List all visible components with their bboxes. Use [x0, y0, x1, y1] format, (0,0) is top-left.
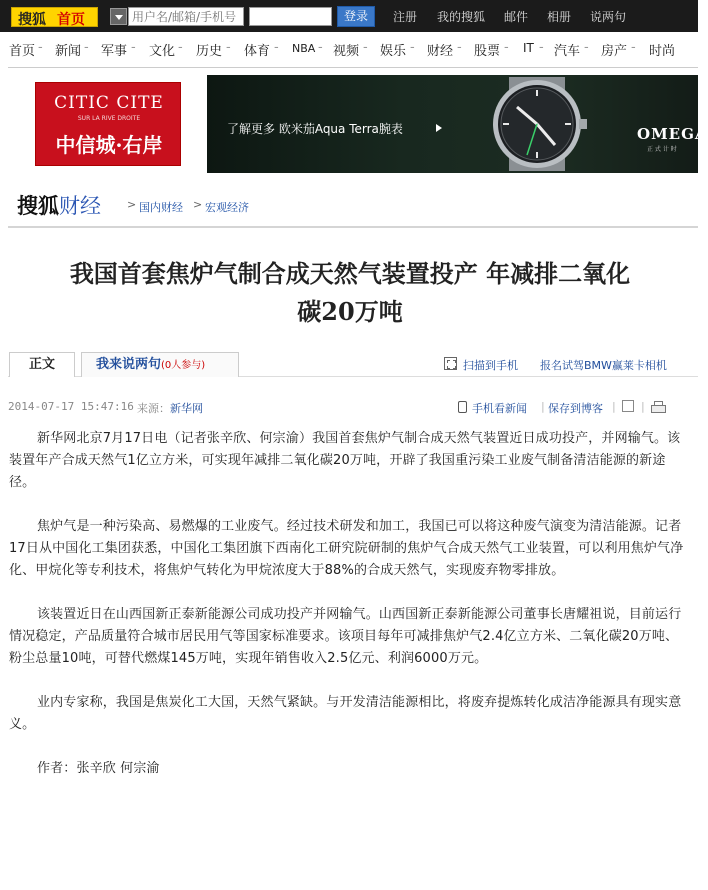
nav-culture[interactable]: 文化: [149, 44, 176, 59]
nav-separator: -: [274, 40, 279, 55]
nav-finance[interactable]: 财经: [427, 44, 454, 59]
nav-separator: -: [410, 40, 415, 55]
nav-separator: -: [318, 40, 323, 55]
nav-history[interactable]: 历史: [196, 44, 223, 59]
sohu-finance-logo[interactable]: [17, 190, 101, 220]
tools-separator: |: [541, 400, 545, 413]
nav-separator: -: [226, 40, 231, 55]
main-nav: [0, 40, 698, 62]
breadcrumb-macro-economy[interactable]: 宏观经济: [205, 201, 249, 214]
crumb-logo-finance: 财经: [59, 194, 101, 218]
tools-separator: |: [612, 400, 616, 413]
login-type-dropdown[interactable]: [110, 8, 127, 25]
nav-separator: -: [178, 40, 183, 55]
register-link[interactable]: 注册: [393, 10, 418, 24]
nav-sports[interactable]: 体育: [244, 44, 271, 59]
font-size-icon[interactable]: [622, 400, 634, 412]
login-button[interactable]: 登录: [337, 6, 375, 27]
nav-home[interactable]: 首页: [9, 44, 36, 59]
title-line-1: 我国首套焦炉气制合成天然气装置投产 年减排二氧化: [69, 259, 631, 288]
read-on-phone-link[interactable]: 手机看新闻: [472, 402, 527, 415]
tab-comments-label: 我来说两句: [96, 357, 162, 372]
nav-military[interactable]: 军事: [101, 44, 128, 59]
nav-ent[interactable]: 娱乐: [380, 44, 407, 59]
breadcrumb-domestic-finance[interactable]: 国内财经: [139, 201, 183, 214]
nav-separator: -: [131, 40, 136, 55]
title-line-2: 碳20万吨: [297, 297, 403, 326]
nav-stocks[interactable]: 股票: [474, 44, 501, 59]
print-icon[interactable]: [651, 401, 665, 413]
watch-icon: [471, 77, 603, 171]
breadcrumb-divider: [8, 226, 698, 228]
nav-separator: -: [504, 40, 509, 55]
nav-separator: -: [631, 40, 636, 55]
article-source: [137, 400, 203, 416]
sohu-home-logo[interactable]: [11, 7, 98, 27]
logo-sohu-text: 搜狐: [18, 12, 46, 28]
save-to-blog-link[interactable]: 保存到博客: [548, 402, 603, 415]
comments-link[interactable]: 说两句: [590, 10, 627, 24]
play-arrow-icon: [436, 124, 442, 132]
nav-separator: -: [539, 40, 544, 55]
qr-scan-icon: [444, 357, 457, 370]
tab-article[interactable]: 正文: [9, 352, 75, 377]
nav-house[interactable]: 房产: [601, 44, 628, 59]
bmw-test-drive-link[interactable]: 报名试驾BMW赢莱卡相机: [540, 359, 667, 372]
source-link[interactable]: 新华网: [170, 402, 203, 415]
nav-separator: -: [584, 40, 589, 55]
album-link[interactable]: 相册: [547, 10, 572, 24]
omega-watch-ad[interactable]: [207, 75, 708, 173]
omega-logo: OMEGA: [637, 125, 708, 143]
nav-nba[interactable]: NBA: [292, 42, 316, 55]
nav-news[interactable]: 新闻: [55, 44, 82, 59]
logo-home-text: 首页: [57, 12, 85, 28]
tab-comments-count: (0人参与): [161, 360, 206, 371]
article-title: [10, 255, 690, 331]
tab-comments[interactable]: [81, 352, 239, 377]
nav-separator: -: [457, 40, 462, 55]
nav-it[interactable]: IT: [523, 41, 534, 55]
nav-separator: -: [84, 40, 89, 55]
mobile-phone-icon: [458, 401, 467, 413]
article-paragraph: 焦炉气是一种污染高、易燃爆的工业废气。经过技术研发和加工，我国已可以将这种废气演变为清洁能源。记者17日从中国化工集团获悉，中国化工集团旗下西南化工研究院研制的焦炉气合成天然气工业装置，可以利用焦炉气净化、甲烷化等专利技术，将焦炉气转化为甲烷浓度大于88%的合成天然气，实现废弃物零排放。: [9, 519, 684, 578]
article-paragraph: 新华网北京7月17日电（记者张辛欣、何宗渝）我国首套焦炉气制合成天然气装置近日成功投产，并网输气。该装置年产合成天然气1亿立方米，可实现年减排二氧化碳20万吨，开辟了我国重污染工业废气制备清洁能源的新途径。: [9, 431, 681, 490]
citic-cite-ad[interactable]: [35, 82, 181, 166]
article-paragraph: 业内专家称，我国是焦炭化工大国，天然气紧缺。与开发清洁能源相比，将废弃提炼转化成洁净能源具有现实意义。: [9, 695, 682, 732]
nav-separator: -: [38, 40, 43, 55]
crumb-logo-sohu: 搜狐: [17, 194, 59, 218]
nav-auto[interactable]: 汽车: [554, 44, 581, 59]
scan-to-phone-link[interactable]: 扫描到手机: [463, 359, 518, 372]
ad-learn-more-text: 了解更多 欧米茄Aqua Terra腕表: [227, 122, 403, 136]
ad-english-name: CITIC CITE: [54, 93, 164, 113]
nav-fashion[interactable]: 时尚: [649, 44, 676, 59]
article-body: [9, 428, 689, 780]
ad-chinese-name: 中信城·右岸: [55, 133, 163, 157]
source-label: 来源：: [137, 402, 170, 415]
ad-tagline: SUR LA RIVE DROITE: [77, 115, 141, 122]
my-sohu-link[interactable]: 我的搜狐: [437, 10, 486, 24]
breadcrumb-chevron-icon: >: [127, 198, 137, 211]
article-author: 作者：张辛欣 何宗渝: [37, 761, 160, 776]
tools-separator: |: [641, 400, 645, 413]
nav-divider: [8, 67, 698, 68]
username-input[interactable]: [128, 7, 244, 26]
article-paragraph: 该装置近日在山西国新正泰新能源公司成功投产并网输气。山西国新正泰新能源公司董事长唐耀祖说，目前运行情况稳定，产品质量符合城市居民用气等国家标准要求。该项目每年可减排焦炉气2.4亿立方米、二氧化碳20万吨、粉尘总量10吨，可替代燃煤145万吨，实现年销售收入2.5亿元、利润6000万元。: [9, 607, 682, 666]
password-input[interactable]: [249, 7, 332, 26]
nav-separator: -: [363, 40, 368, 55]
top-bar: [0, 0, 698, 32]
mail-link[interactable]: 邮件: [504, 10, 529, 24]
article-datetime: 2014-07-17 15:47:16: [8, 400, 134, 413]
omega-subtitle: 正 式 计 时: [647, 146, 677, 153]
nav-video[interactable]: 视频: [333, 44, 360, 59]
breadcrumb-chevron-icon: >: [193, 198, 203, 211]
